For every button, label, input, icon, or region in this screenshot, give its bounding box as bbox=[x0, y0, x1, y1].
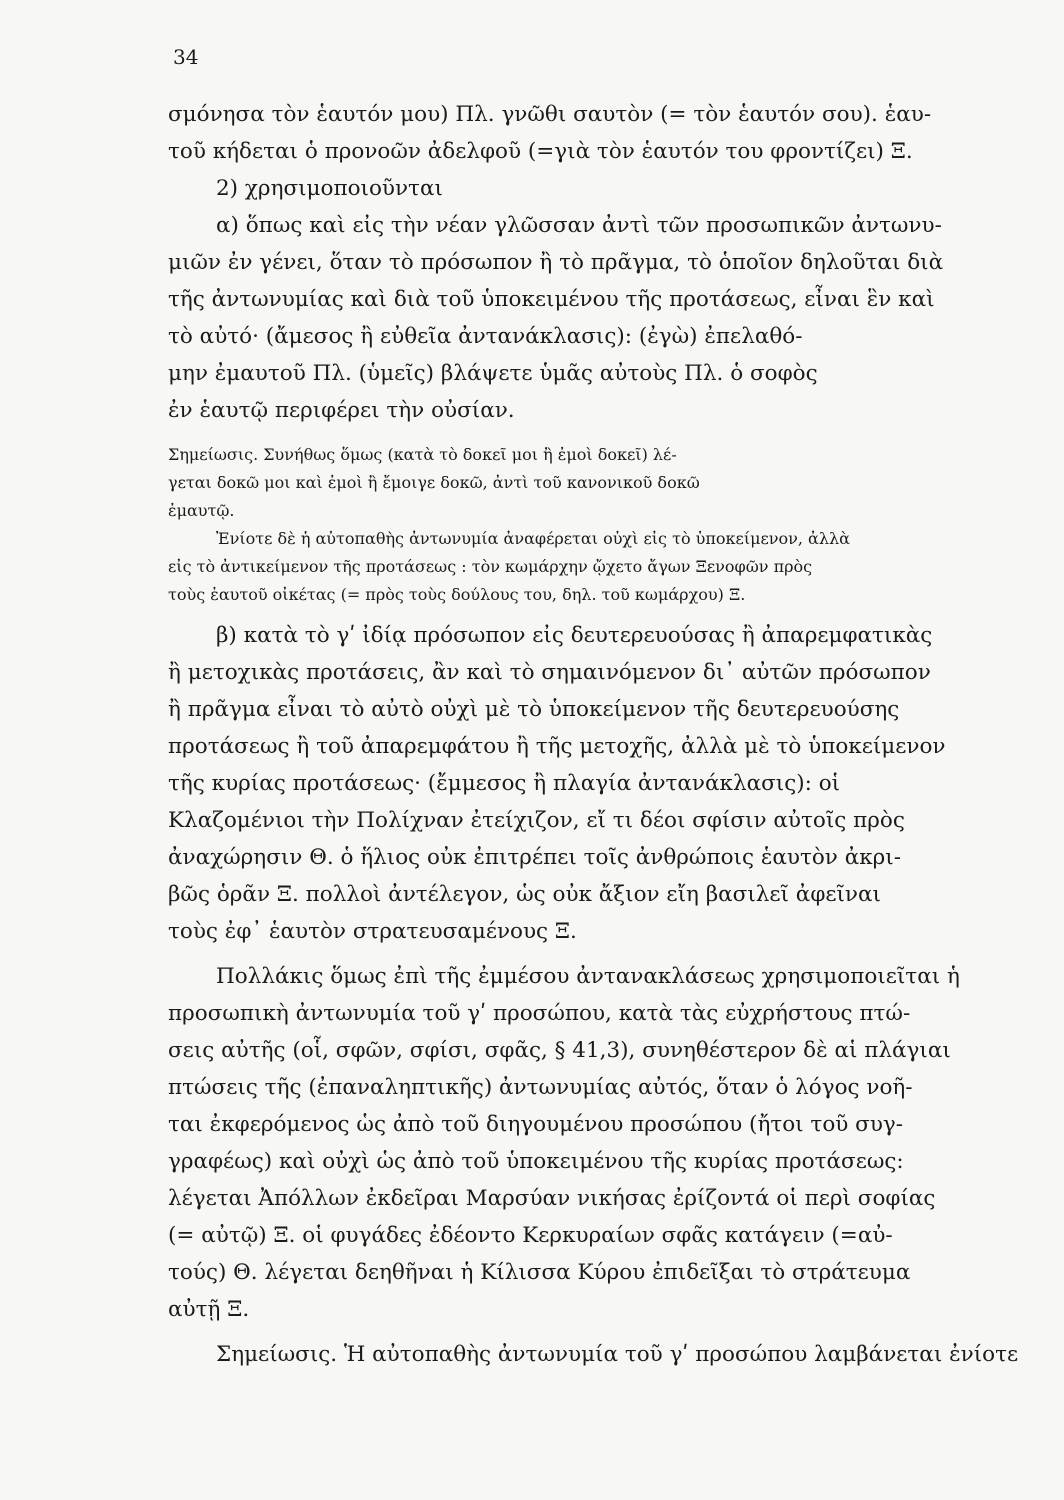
text-line: σμόνησα τὸν ἑαυτόν μου) Πλ. γνῶθι σαυτὸν (= τὸν ἑαυτόν σου). ἑαυ- bbox=[168, 102, 932, 127]
text-line: ται ἐκφερόμενος ὡς ἀπὸ τοῦ διηγουμένου προσώπου (ἤτοι τοῦ συγ- bbox=[168, 1112, 904, 1137]
text-line: τῆς ἀντωνυμίας καὶ διὰ τοῦ ὑποκειμένου τῆς προτάσεως, εἶναι ἓν καὶ bbox=[168, 287, 935, 312]
text-line: α) ὅπως καὶ εἰς τὴν νέαν γλῶσσαν ἀντὶ τῶν προσωπικῶν ἀντωνυ- bbox=[216, 213, 942, 238]
note-line: γεται δοκῶ μοι καὶ ἐμοὶ ἢ ἔμοιγε δοκῶ, ἀντὶ τοῦ κανονικοῦ δοκῶ bbox=[168, 473, 700, 492]
text-line: ἢ πρᾶγμα εἶναι τὸ αὐτὸ οὐχὶ μὲ τὸ ὑποκείμενον τῆς δευτερευούσης bbox=[168, 697, 900, 722]
text-line: β) κατὰ τὸ γʹ ἰδίᾳ πρόσωπον εἰς δευτερευούσας ἢ ἀπαρεμφατικὰς bbox=[216, 623, 933, 648]
note-line: Ἐνίοτε δὲ ἡ αὐτοπαθὴς ἀντωνυμία ἀναφέρεται οὐχὶ εἰς τὸ ὑποκείμενον, ἀλλὰ bbox=[216, 529, 850, 548]
text-line: ἐν ἑαυτῷ περιφέρει τὴν οὐσίαν. bbox=[168, 398, 515, 423]
text-line: λέγεται Ἀπόλλων ἐκδεῖραι Μαρσύαν νικήσας ἐρίζοντά οἱ περὶ σοφίας bbox=[168, 1186, 936, 1211]
text-line: (= αὐτῷ) Ξ. οἱ φυγάδες ἐδέοντο Κερκυραίων σφᾶς κατάγειν (=αὐ- bbox=[168, 1223, 893, 1248]
note-line: τοὺς ἑαυτοῦ οἰκέτας (= πρὸς τοὺς δούλους του, δηλ. τοῦ κωμάρχου) Ξ. bbox=[168, 585, 746, 604]
text-line: τοὺς ἐφ᾽ ἑαυτὸν στρατευσαμένους Ξ. bbox=[168, 919, 577, 944]
text-line: Πολλάκις ὅμως ἐπὶ τῆς ἐμμέσου ἀντανακλάσεως χρησιμοποιεῖται ἡ bbox=[216, 964, 960, 989]
body-text bbox=[168, 96, 1018, 1373]
text-line: τοῦ κήδεται ὁ προνοῶν ἀδελφοῦ (=γιὰ τὸν ἑαυτόν του φροντίζει) Ξ. bbox=[168, 139, 913, 164]
note-line: εἰς τὸ ἀντικείμενον τῆς προτάσεως : τὸν κωμάρχην ᾤχετο ἄγων Ξενοφῶν πρὸς bbox=[168, 557, 813, 576]
page-number: 34 bbox=[173, 45, 199, 69]
note-line: Σημείωσις. Ἡ αὐτοπαθὴς ἀντωνυμία τοῦ γʹ προσώπου λαμβάνεται ἐνίοτε bbox=[216, 1342, 1018, 1367]
text-line: μιῶν ἐν γένει, ὅταν τὸ πρόσωπον ἢ τὸ πρᾶγμα, τὸ ὁποῖον δηλοῦται διὰ bbox=[168, 250, 944, 275]
text-line: ἀναχώρησιν Θ. ὁ ἥλιος οὐκ ἐπιτρέπει τοῖς ἀνθρώποις ἑαυτὸν ἀκρι- bbox=[168, 845, 902, 870]
text-line: αὐτῇ Ξ. bbox=[168, 1297, 250, 1322]
note-line: Σημείωσις. Συνήθως ὅμως (κατὰ τὸ δοκεῖ μοι ἢ ἐμοὶ δοκεῖ) λέ- bbox=[168, 445, 677, 464]
text-line: τούς) Θ. λέγεται δεηθῆναι ἡ Κίλισσα Κύρου ἐπιδεῖξαι τὸ στράτευμα bbox=[168, 1260, 911, 1285]
text-line: προτάσεως ἢ τοῦ ἀπαρεμφάτου ἢ τῆς μετοχῆς, ἀλλὰ μὲ τὸ ὑποκείμενον bbox=[168, 734, 946, 759]
text-line: βῶς ὁρᾶν Ξ. πολλοὶ ἀντέλεγον, ὡς οὐκ ἄξιον εἴη βασιλεῖ ἀφεῖναι bbox=[168, 882, 881, 907]
text-line: Κλαζομένιοι τὴν Πολίχναν ἐτείχιζον, εἴ τι δέοι σφίσιν αὐτοῖς πρὸς bbox=[168, 808, 905, 833]
text-line: πτώσεις τῆς (ἐπαναληπτικῆς) ἀντωνυμίας αὐτός, ὅταν ὁ λόγος νοῆ- bbox=[168, 1075, 913, 1100]
text-line: ἢ μετοχικὰς προτάσεις, ἂν καὶ τὸ σημαινόμενον δι᾽ αὐτῶν πρόσωπον bbox=[168, 660, 931, 685]
text-line: μην ἐμαυτοῦ Πλ. (ὑμεῖς) βλάψετε ὑμᾶς αὐτοὺς Πλ. ὁ σοφὸς bbox=[168, 361, 818, 386]
text-line: γραφέως) καὶ οὐχὶ ὡς ἀπὸ τοῦ ὑποκειμένου τῆς κυρίας προτάσεως: bbox=[168, 1149, 904, 1174]
text-line: προσωπικὴ ἀντωνυμία τοῦ γʹ προσώπου, κατὰ τὰς εὐχρήστους πτώ- bbox=[168, 1001, 911, 1026]
text-line: σεις αὐτῆς (οἷ, σφῶν, σφίσι, σφᾶς, § 41,3), συνηθέστερον δὲ αἱ πλάγιαι bbox=[168, 1038, 951, 1063]
note-line: ἐμαυτῷ. bbox=[168, 501, 235, 520]
text-line: τὸ αὐτό· (ἄμεσος ἢ εὐθεῖα ἀντανάκλασις): (ἐγὼ) ἐπελαθό- bbox=[168, 324, 803, 349]
text-line: τῆς κυρίας προτάσεως· (ἔμμεσος ἢ πλαγία ἀντανάκλασις): οἱ bbox=[168, 771, 841, 796]
text-line: 2) χρησιμοποιοῦνται bbox=[216, 176, 443, 201]
